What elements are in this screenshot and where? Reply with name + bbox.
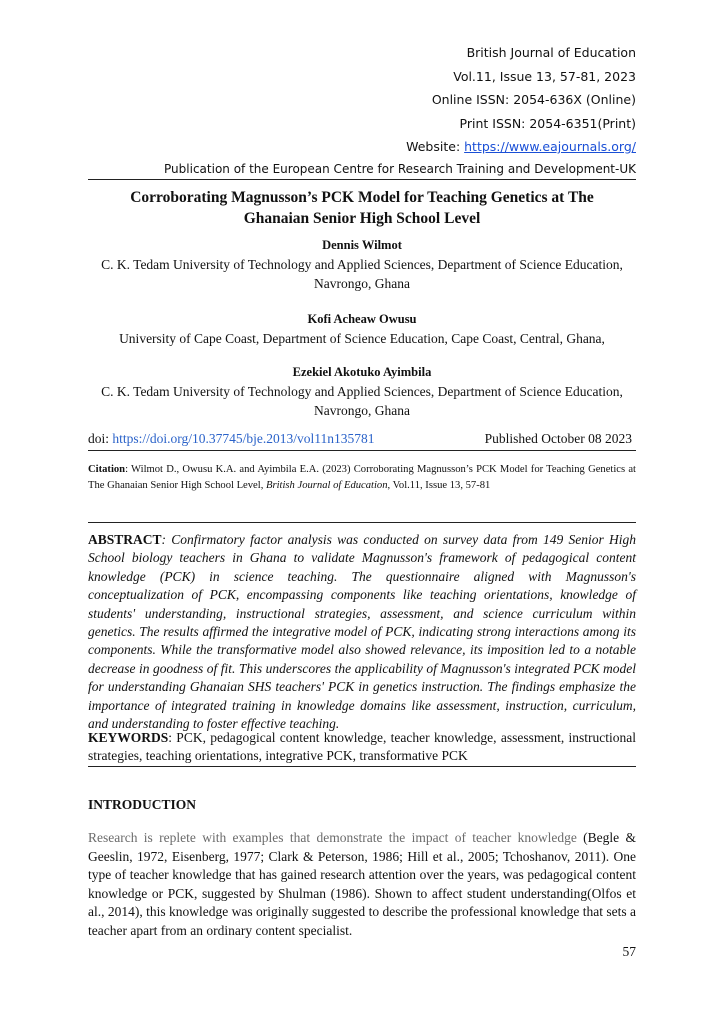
author-name: Ezekiel Akotuko Ayimbila (292, 365, 432, 379)
abstract (88, 531, 636, 733)
publisher-divider (88, 179, 636, 180)
citation-text-end: , Vol.11, Issue 13, 57-81 (387, 479, 491, 491)
doi-row (88, 431, 636, 447)
citation-text: : Wilmot D., Owusu K.A. and Ayimbila E.A. (2023) Corroborating Magnusson’s PCK Model for Teaching Genetics at The Ghanaian Senior High School Level, (88, 464, 636, 491)
intro-lead: Research is replete with examples that demonstrate the impact of teacher knowledge (88, 830, 584, 845)
citation (88, 462, 636, 493)
website-label: Website: (406, 139, 465, 154)
doi-label: doi: (88, 431, 113, 446)
doi-divider (88, 450, 636, 451)
author-name: Dennis Wilmot (322, 238, 402, 252)
abstract-divider (88, 522, 636, 523)
citation-journal: British Journal of Education (266, 479, 388, 491)
author-affiliation: C. K. Tedam University of Technology and Applied Sciences, Department of Science Education, Navrongo, Ghana (101, 384, 623, 418)
publisher-line (88, 162, 636, 180)
keywords (88, 729, 636, 766)
citation-label: Citation (88, 464, 126, 475)
published-date: Published October 08 2023 (484, 431, 632, 446)
journal-name: British Journal of Education (466, 45, 636, 60)
author-affiliation: University of Cape Coast, Department of Science Education, Cape Coast, Central, Ghana, (119, 331, 605, 346)
keywords-divider (88, 766, 636, 767)
website-link[interactable]: https://www.eajournals.org/ (464, 139, 636, 154)
journal-header (406, 41, 636, 159)
section-heading: INTRODUCTION (88, 797, 197, 812)
intro-body: (Begle & Geeslin, 1972, Eisenberg, 1977; Clark & Peterson, 1986; Hill et al., 2005; Tchoshanov, 2011). One type of teacher knowledge that has gained research attention over the years, was pedagogical content knowledge or PCK, suggested by Shulman (1986). Shown to affect student understanding(Olfos et al., 2014), this knowledge was originally suggested to describe the professional knowledge that sets a teacher apart from an ordinary content specialist. (88, 830, 636, 938)
author-affiliation: C. K. Tedam University of Technology and Applied Sciences, Department of Science Education, Navrongo, Ghana (101, 257, 623, 291)
author-block-1 (88, 236, 636, 293)
author-block-3 (88, 363, 636, 420)
author-name: Kofi Acheaw Owusu (307, 312, 417, 326)
author-block-2 (88, 310, 636, 348)
website-line (406, 135, 636, 159)
journal-volume: Vol.11, Issue 13, 57-81, 2023 (453, 68, 636, 84)
abstract-label: ABSTRACT (88, 532, 162, 547)
article-title: Corroborating Magnusson’s PCK Model for Teaching Genetics at The Ghanaian Senior High School Level (130, 189, 594, 227)
page-number: 57 (622, 944, 636, 959)
introduction-paragraph (88, 829, 636, 941)
keywords-text: : PCK, pedagogical content knowledge, teacher knowledge, assessment, instructional strategies, teaching orientations, integrative PCK, transformative PCK (88, 730, 636, 764)
keywords-label: KEYWORDS (88, 730, 169, 745)
doi-link[interactable]: https://doi.org/10.37745/bje.2013/vol11n135781 (112, 431, 375, 446)
doi (88, 431, 375, 446)
abstract-text: : Confirmatory factor analysis was conducted on survey data from 149 Senior High School biology teachers in Ghana to validate Magnusson's framework of pedagogical content knowledge (PCK) in science teaching. The questionnaire aligned with Magnusson's conceptualization of PCK, encompassing components like teaching orientations, knowledge of students' understanding, instructional strategies, assessment, and science curriculum within genetics. The results affirmed the integrative model of PCK, indicating strong interactions among its components. While the transformative model also showed relevance, its imposition led to a notable decrease in goodness of fit. This underscores the applicability of Magnusson's integrated PCK model for understanding Ghanaian SHS teachers' PCK in genetics instruction. The findings emphasize the importance of integrated training in knowledge domains like assessment, instruction, curriculum, and understanding to foster effective teaching. (88, 532, 636, 732)
publisher-text: Publication of the European Centre for Research Training and Development-UK (164, 162, 636, 176)
print-issn: Print ISSN: 2054-6351(Print) (459, 115, 636, 131)
online-issn: Online ISSN: 2054-636X (Online) (431, 92, 636, 107)
